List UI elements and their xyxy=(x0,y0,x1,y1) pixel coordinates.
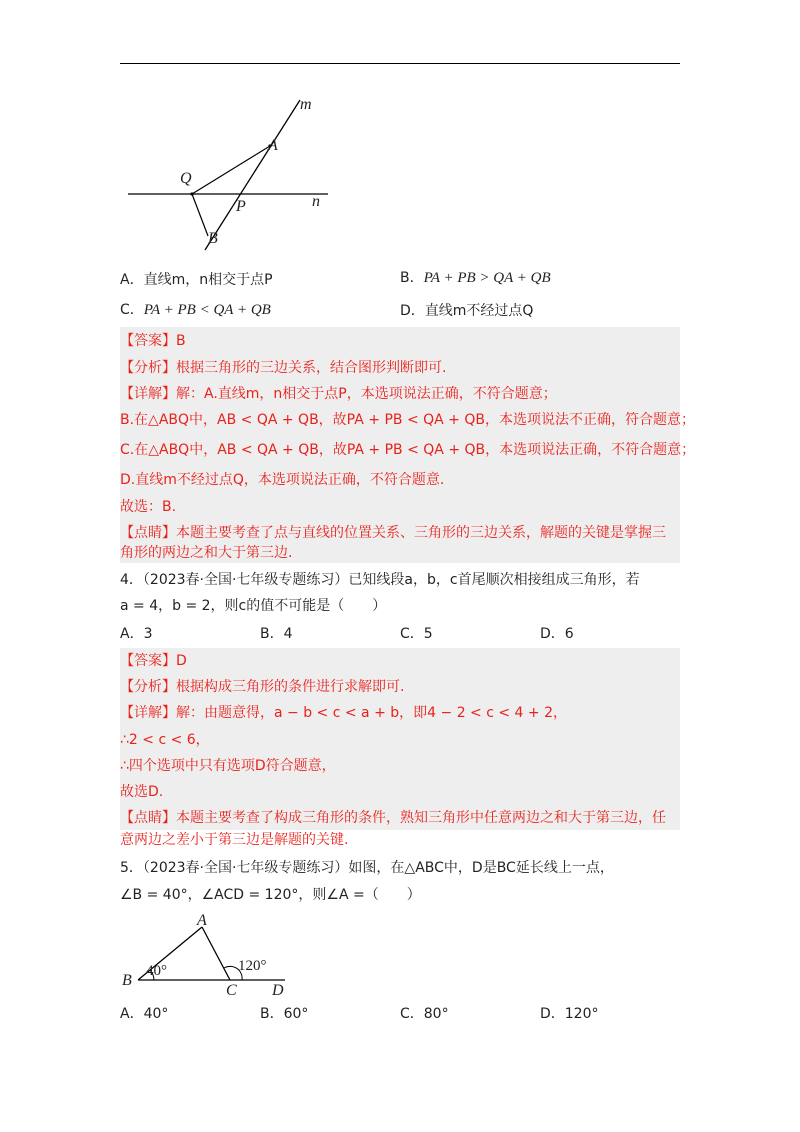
q4-analysis: 【分析】根据构成三角形的条件进行求解即可. xyxy=(120,679,405,695)
label-m: m xyxy=(300,96,312,113)
q3-detail-2: B.在△ABQ中，AB < QA + QB，故PA + PB < QA + QB，本选项说法不正确，符合题意； xyxy=(120,412,695,428)
fig2-label-C: C xyxy=(226,982,237,999)
q5-option-a: A．40° xyxy=(120,1006,169,1022)
q4-choose: 故选D. xyxy=(120,784,164,800)
segment-QB xyxy=(192,194,208,236)
q5-option-b: B．60° xyxy=(260,1006,309,1022)
q4-stem-2: a = 4，b = 2，则c的值不可能是（ ） xyxy=(120,598,387,614)
q4-answer: 【答案】D xyxy=(120,653,187,669)
q5-stem-1: 5．（2023春·全国·七年级专题练习）如图，在△ABC中，D是BC延长线上一点， xyxy=(120,860,614,876)
q3-detail-3: C.在△ABQ中，AB < QA + QB，故PA + PB < QA + QB，本选项说法正确，不符合题意； xyxy=(120,442,696,458)
label-n: n xyxy=(312,193,320,210)
label-A: A xyxy=(268,137,278,154)
q3-option-d: D．直线m不经过点Q xyxy=(400,303,534,319)
q4-stem-1: 4．（2023春·全国·七年级专题练习）已知线段a，b，c首尾顺次相接组成三角形，若 xyxy=(120,572,640,588)
segment-QA xyxy=(192,146,270,194)
line-m xyxy=(205,100,300,250)
fig2-label-A: A xyxy=(197,912,207,929)
segment-AC xyxy=(202,927,230,980)
q4-option-c: C．5 xyxy=(400,626,433,642)
q4-detail-2: ∴2 < c < 6， xyxy=(120,732,210,748)
q5-option-d: D．120° xyxy=(540,1006,599,1022)
q3-comment-1: 【点睛】本题主要考查了点与直线的位置关系、三角形的三边关系，解题的关键是掌握三 xyxy=(120,525,666,541)
q3-answer: 【答案】B xyxy=(120,333,186,349)
q4-option-a: A．3 xyxy=(120,626,153,642)
q3-analysis: 【分析】根据三角形的三边关系，结合图形判断即可. xyxy=(120,360,447,376)
q4-option-b: B．4 xyxy=(260,626,293,642)
q3-option-c: C．PA + PB < QA + QB xyxy=(120,302,271,318)
q3-detail-4: D.直线m不经过点Q，本选项说法正确，不符合题意. xyxy=(120,472,445,488)
q3-comment-2: 角形的两边之和大于第三边. xyxy=(120,545,293,561)
fig2-angle-ACD-label: 120° xyxy=(238,958,267,974)
q3-option-b: B．PA + PB > QA + QB xyxy=(400,270,551,286)
label-Q: Q xyxy=(180,170,192,187)
label-P: P xyxy=(236,198,246,215)
q3-choose: 故选：B. xyxy=(120,499,177,515)
q5-stem-2: ∠B = 40°，∠ACD = 120°，则∠A =（ ） xyxy=(120,887,421,903)
fig2-label-B: B xyxy=(122,972,132,989)
q4-option-d: D．6 xyxy=(540,626,574,642)
header-rule xyxy=(120,63,680,64)
fig2-label-D: D xyxy=(272,982,284,999)
label-B: B xyxy=(208,230,218,247)
q5-option-c: C．80° xyxy=(400,1006,449,1022)
fig2-angle-B-label: 40° xyxy=(146,963,167,979)
q4-detail-1: 【详解】解：由题意得，a − b < c < a + b，即4 − 2 < c < 4 + 2， xyxy=(120,705,568,721)
point-Q xyxy=(190,192,193,195)
q4-comment-2: 意两边之差小于第三边是解题的关键. xyxy=(120,832,349,848)
figure-lines-triangle xyxy=(120,90,350,260)
q3-detail-1: 【详解】解：A.直线m，n相交于点P，本选项说法正确，不符合题意； xyxy=(120,386,557,402)
q4-detail-3: ∴四个选项中只有选项D符合题意， xyxy=(120,758,336,774)
q3-option-a: A．直线m，n相交于点P xyxy=(120,272,273,288)
q4-comment-1: 【点睛】本题主要考查了构成三角形的条件，熟知三角形中任意两边之和大于第三边，任 xyxy=(120,810,666,826)
